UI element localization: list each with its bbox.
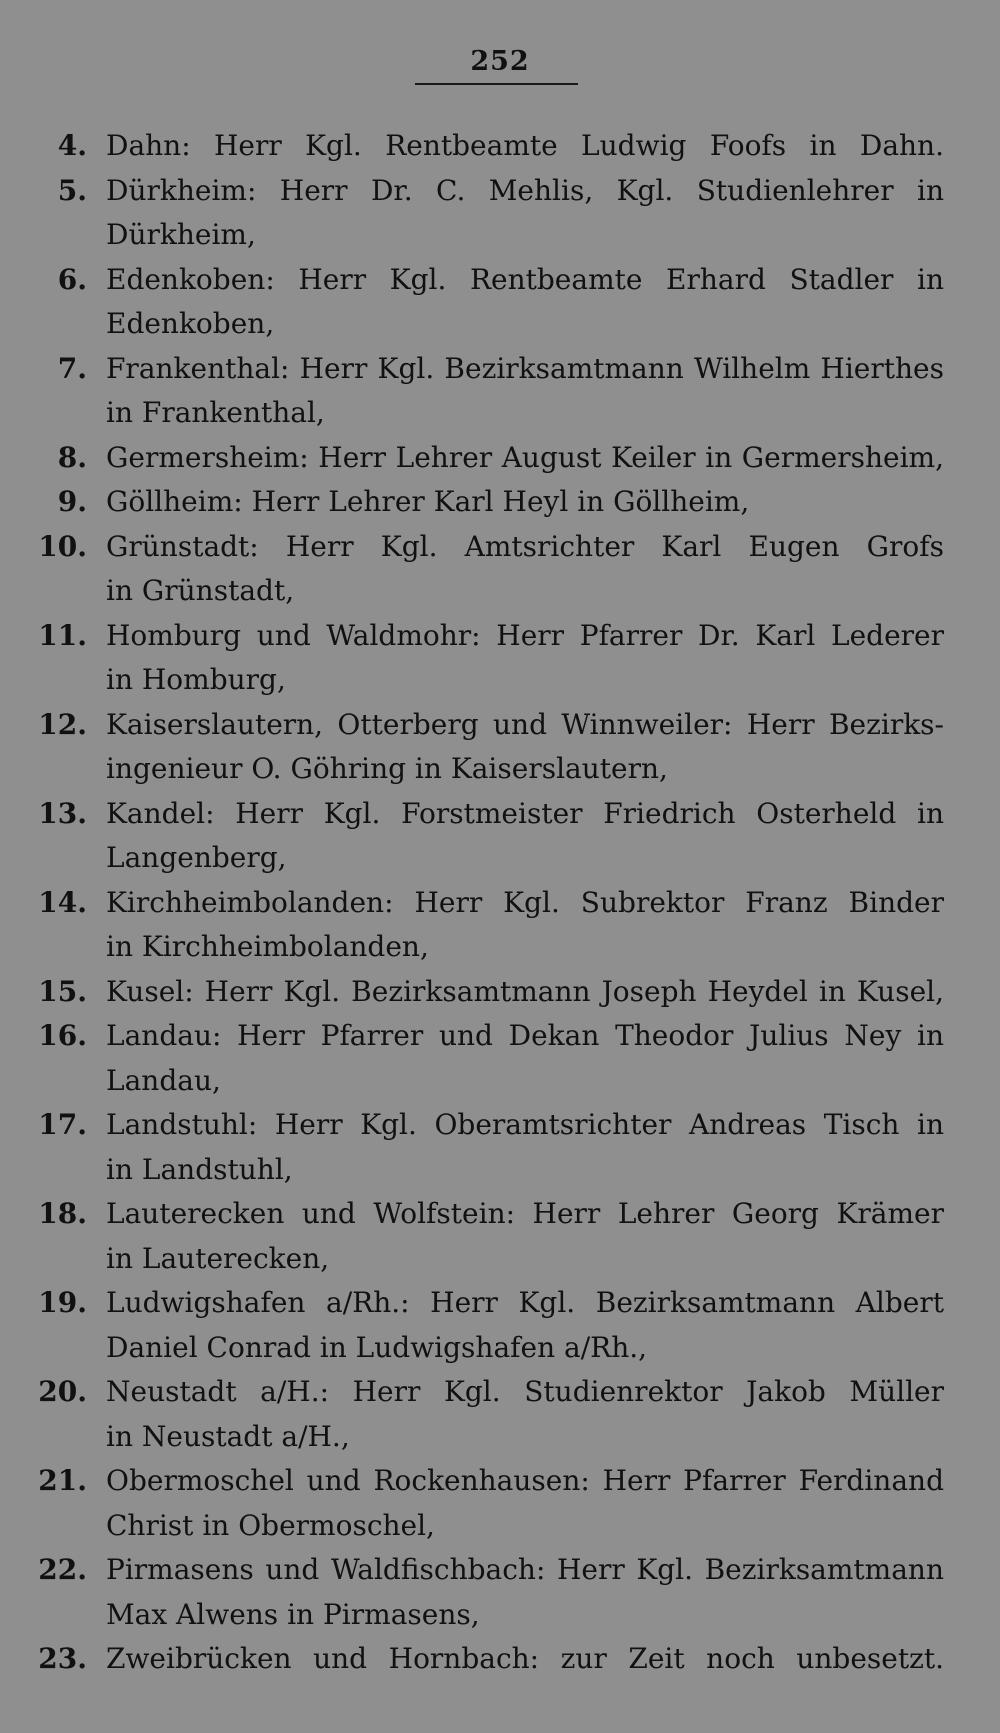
- entry-text: Kusel: Herr Kgl. Bezirksamtmann Joseph Heydel in Kusel,: [106, 974, 944, 1008]
- entry-number: 19.: [38, 1286, 87, 1319]
- entry-number: 12.: [38, 707, 87, 741]
- entry-text-continuation: Daniel Conrad in Ludwigshafen a/Rh.,: [106, 1330, 648, 1364]
- entry-text: Dahn: Herr Kgl. Rentbeamte Ludwig Foofs in Dahn.: [106, 129, 944, 162]
- entry-text: Germersheim: Herr Lehrer August Keiler in Germersheim,: [106, 440, 944, 474]
- entry-text: Landau: Herr Pfarrer und Dekan Theodor Julius Ney in: [106, 1019, 944, 1052]
- entry-text-continuation: in Landstuhl,: [106, 1152, 293, 1186]
- entry-text: Dürkheim: Herr Dr. C. Mehlis, Kgl. Studienlehrer in: [106, 173, 944, 207]
- entry-text: Landstuhl: Herr Kgl. Oberamtsrichter Andreas Tisch in: [106, 1108, 944, 1141]
- entry-list: [0, 124, 1000, 1682]
- entry-number: 6.: [57, 262, 87, 296]
- entry-text: Ludwigshafen a/Rh.: Herr Kgl. Bezirksamtmann Albert: [106, 1286, 944, 1319]
- entry-number: 17.: [38, 1108, 87, 1141]
- list-item: [0, 525, 1000, 614]
- list-item: [0, 436, 1000, 481]
- entry-text-continuation: in Homburg,: [106, 663, 286, 696]
- list-item: [0, 258, 1000, 347]
- entry-text: Obermoschel und Rockenhausen: Herr Pfarrer Ferdinand: [106, 1464, 944, 1497]
- list-item: [0, 792, 1000, 881]
- list-item: [0, 1548, 1000, 1637]
- entry-text: Göllheim: Herr Lehrer Karl Heyl in Göllheim,: [106, 485, 750, 518]
- list-item: [0, 1281, 1000, 1370]
- entry-number: 22.: [38, 1553, 87, 1586]
- list-item: [0, 1459, 1000, 1548]
- list-item: [0, 1192, 1000, 1281]
- list-item: [0, 1103, 1000, 1192]
- entry-number: 5.: [57, 173, 87, 207]
- entry-number: 11.: [38, 618, 87, 652]
- entry-text-continuation: in Frankenthal,: [106, 396, 325, 429]
- list-item: [0, 1370, 1000, 1459]
- entry-number: 7.: [57, 351, 87, 385]
- list-item: [0, 970, 1000, 1015]
- list-item: [0, 614, 1000, 703]
- entry-text: Edenkoben: Herr Kgl. Rentbeamte Erhard Stadler in: [106, 262, 944, 296]
- entry-number: 4.: [57, 129, 87, 162]
- entry-text-continuation: Dürkheim,: [106, 218, 256, 251]
- entry-number: 9.: [57, 485, 87, 518]
- entry-text-continuation: Langenberg,: [106, 841, 287, 874]
- list-item: [0, 124, 1000, 169]
- header-rule: [415, 83, 578, 85]
- entry-text-continuation: Max Alwens in Pirmasens,: [106, 1597, 480, 1631]
- page-number: 252: [470, 46, 530, 77]
- entry-number: 23.: [38, 1642, 87, 1675]
- entry-text-continuation: in Neustadt a/H.,: [106, 1419, 350, 1453]
- entry-text: Kaiserslautern, Otterberg und Winnweiler: Herr Bezirks-: [106, 707, 944, 741]
- entry-number: 8.: [57, 440, 87, 474]
- entry-text-continuation: Edenkoben,: [106, 307, 275, 340]
- entry-text: Pirmasens und Waldfischbach: Herr Kgl. Bezirksamtmann: [106, 1553, 944, 1586]
- entry-number: 15.: [38, 974, 87, 1008]
- entry-number: 13.: [38, 796, 87, 830]
- list-item: [0, 480, 1000, 525]
- entry-text: Kirchheimbolanden: Herr Kgl. Subrektor Franz Binder: [106, 885, 944, 919]
- entry-number: 16.: [38, 1019, 87, 1052]
- entry-text-continuation: in Grünstadt,: [106, 574, 295, 607]
- entry-number: 20.: [38, 1375, 87, 1408]
- entry-number: 21.: [38, 1464, 87, 1497]
- list-item: [0, 703, 1000, 792]
- entry-text: Neustadt a/H.: Herr Kgl. Studienrektor Jakob Müller: [106, 1375, 944, 1408]
- entry-text-continuation: Landau,: [106, 1063, 221, 1097]
- entry-text: Lauterecken und Wolfstein: Herr Lehrer Georg Krämer: [106, 1197, 944, 1230]
- entry-text-continuation: in Kirchheimbolanden,: [106, 930, 429, 963]
- entry-text-continuation: Christ in Obermoschel,: [106, 1508, 435, 1542]
- entry-text: Kandel: Herr Kgl. Forstmeister Friedrich Osterheld in: [106, 796, 944, 830]
- entry-text-continuation: in Lauterecken,: [106, 1241, 330, 1275]
- entry-text-continuation: ingenieur O. Göhring in Kaiserslautern,: [106, 752, 668, 785]
- entry-text: Grünstadt: Herr Kgl. Amtsrichter Karl Eugen Grofs: [106, 529, 944, 563]
- list-item: [0, 347, 1000, 436]
- list-item: [0, 881, 1000, 970]
- list-item: [0, 1014, 1000, 1103]
- entry-number: 14.: [38, 885, 87, 919]
- entry-number: 18.: [38, 1197, 87, 1230]
- entry-text: Frankenthal: Herr Kgl. Bezirksamtmann Wilhelm Hierthes: [106, 351, 944, 385]
- entry-text: Zweibrücken und Hornbach: zur Zeit noch unbesetzt.: [106, 1642, 944, 1675]
- entry-text: Homburg und Waldmohr: Herr Pfarrer Dr. Karl Lederer: [106, 618, 944, 652]
- entry-number: 10.: [38, 529, 87, 563]
- list-item: [0, 169, 1000, 258]
- list-item: [0, 1637, 1000, 1682]
